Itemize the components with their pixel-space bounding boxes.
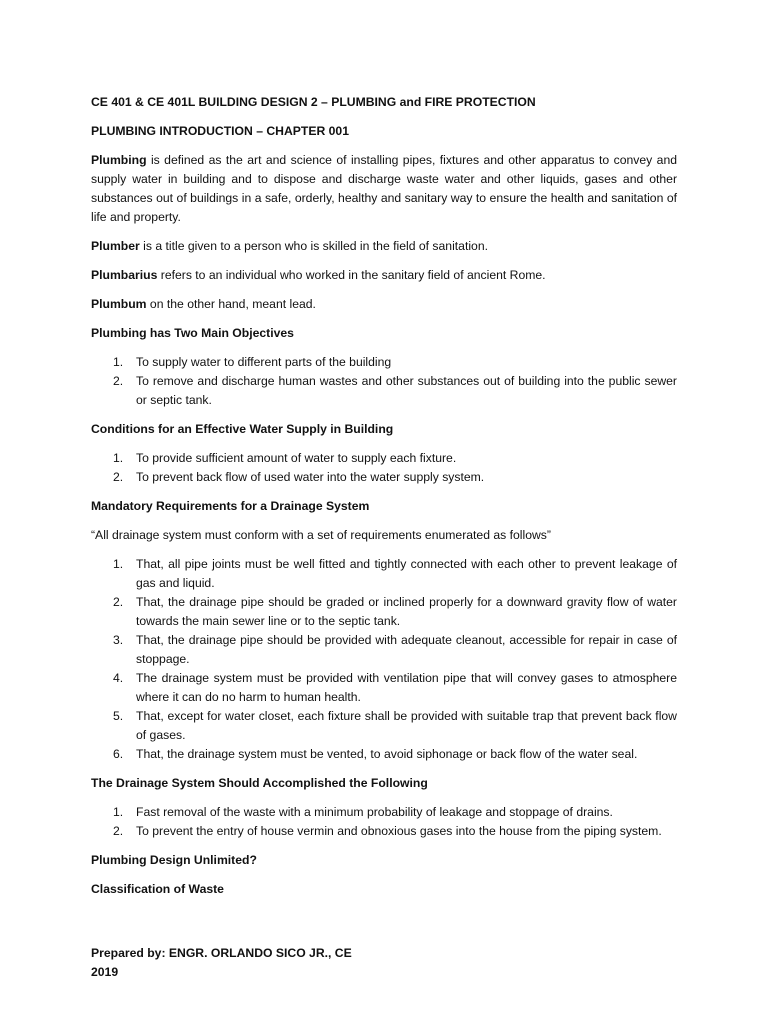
chapter-title: PLUMBING INTRODUCTION – CHAPTER 001 bbox=[91, 124, 349, 138]
design-heading: Plumbing Design Unlimited? bbox=[91, 853, 257, 867]
classification-heading: Classification of Waste bbox=[91, 882, 224, 896]
list-number: 1. bbox=[113, 557, 124, 571]
plumbing-definition-text: is defined as the art and science of installing pipes, fixtures and other apparatus to convey and supply water in building and to dispose and discharge waste water and other liquids, gases and other substances out of buildings in a safe, orderly, healthy and sanitary way to ensure the health and sanitation of life and property. bbox=[91, 153, 677, 224]
list-number: 5. bbox=[113, 709, 124, 723]
plumbarius-definition-text: refers to an individual who worked in the sanitary field of ancient Rome. bbox=[157, 268, 546, 282]
list-text: The drainage system must be provided with ventilation pipe that will convey gases to atmosphere where it can do no harm to human health. bbox=[136, 671, 677, 704]
plumbing-term: Plumbing bbox=[91, 153, 147, 167]
list-text: That, all pipe joints must be well fitted and tightly connected with each other to prevent leakage of gas and liquid. bbox=[136, 557, 677, 590]
plumbarius-term: Plumbarius bbox=[91, 268, 158, 282]
list-item bbox=[91, 631, 677, 669]
list-item bbox=[91, 353, 677, 372]
conditions-list bbox=[91, 449, 677, 487]
accomplish-list bbox=[91, 803, 677, 841]
list-text: To supply water to different parts of the building bbox=[136, 355, 392, 369]
list-item bbox=[91, 822, 677, 841]
list-text: That, the drainage pipe should be graded or inclined properly for a downward gravity flow of water towards the main sewer line or to the septic tank. bbox=[136, 595, 677, 628]
list-number: 1. bbox=[113, 451, 124, 465]
list-item bbox=[91, 745, 677, 764]
list-item bbox=[91, 372, 677, 410]
plumbum-definition bbox=[91, 295, 677, 314]
prepared-by: Prepared by: ENGR. ORLANDO SICO JR., CE bbox=[91, 946, 352, 960]
plumbum-definition-text: on the other hand, meant lead. bbox=[146, 297, 316, 311]
requirements-list bbox=[91, 555, 677, 764]
list-number: 2. bbox=[113, 374, 124, 388]
list-item bbox=[91, 669, 677, 707]
footer-year: 2019 bbox=[91, 965, 119, 979]
plumber-definition-text: is a title given to a person who is skilled in the field of sanitation. bbox=[139, 239, 488, 253]
plumbarius-definition bbox=[91, 266, 677, 285]
list-text: That, the drainage pipe should be provided with adequate cleanout, accessible for repair in case of stoppage. bbox=[136, 633, 677, 666]
list-number: 2. bbox=[113, 824, 124, 838]
objectives-list bbox=[91, 353, 677, 410]
list-number: 6. bbox=[113, 747, 124, 761]
document-page bbox=[91, 93, 677, 909]
plumbing-definition bbox=[91, 151, 677, 227]
list-text: To prevent back flow of used water into the water supply system. bbox=[136, 470, 485, 484]
plumber-term: Plumber bbox=[91, 239, 140, 253]
list-item bbox=[91, 468, 677, 487]
footer bbox=[91, 944, 352, 982]
list-text: Fast removal of the waste with a minimum probability of leakage and stoppage of drains. bbox=[136, 805, 613, 819]
conditions-heading: Conditions for an Effective Water Supply in Building bbox=[91, 422, 394, 436]
list-item bbox=[91, 707, 677, 745]
objectives-heading: Plumbing has Two Main Objectives bbox=[91, 326, 294, 340]
list-number: 3. bbox=[113, 633, 124, 647]
list-item bbox=[91, 593, 677, 631]
requirements-heading: Mandatory Requirements for a Drainage System bbox=[91, 499, 370, 513]
list-text: To provide sufficient amount of water to supply each fixture. bbox=[136, 451, 457, 465]
accomplish-heading: The Drainage System Should Accomplished the Following bbox=[91, 776, 428, 790]
requirements-quote: “All drainage system must conform with a set of requirements enumerated as follows” bbox=[91, 528, 551, 542]
list-number: 4. bbox=[113, 671, 124, 685]
list-item bbox=[91, 555, 677, 593]
list-text: That, except for water closet, each fixture shall be provided with suitable trap that prevent back flow of gases. bbox=[136, 709, 677, 742]
list-number: 1. bbox=[113, 355, 124, 369]
course-title: CE 401 & CE 401L BUILDING DESIGN 2 – PLUMBING and FIRE PROTECTION bbox=[91, 95, 536, 109]
plumbum-term: Plumbum bbox=[91, 297, 147, 311]
list-text: To prevent the entry of house vermin and obnoxious gases into the house from the piping system. bbox=[136, 824, 662, 838]
list-number: 2. bbox=[113, 470, 124, 484]
list-number: 1. bbox=[113, 805, 124, 819]
list-item bbox=[91, 449, 677, 468]
list-text: That, the drainage system must be vented, to avoid siphonage or back flow of the water seal. bbox=[136, 747, 638, 761]
list-text: To remove and discharge human wastes and other substances out of building into the public sewer or septic tank. bbox=[136, 374, 677, 407]
list-number: 2. bbox=[113, 595, 124, 609]
plumber-definition bbox=[91, 237, 677, 256]
list-item bbox=[91, 803, 677, 822]
